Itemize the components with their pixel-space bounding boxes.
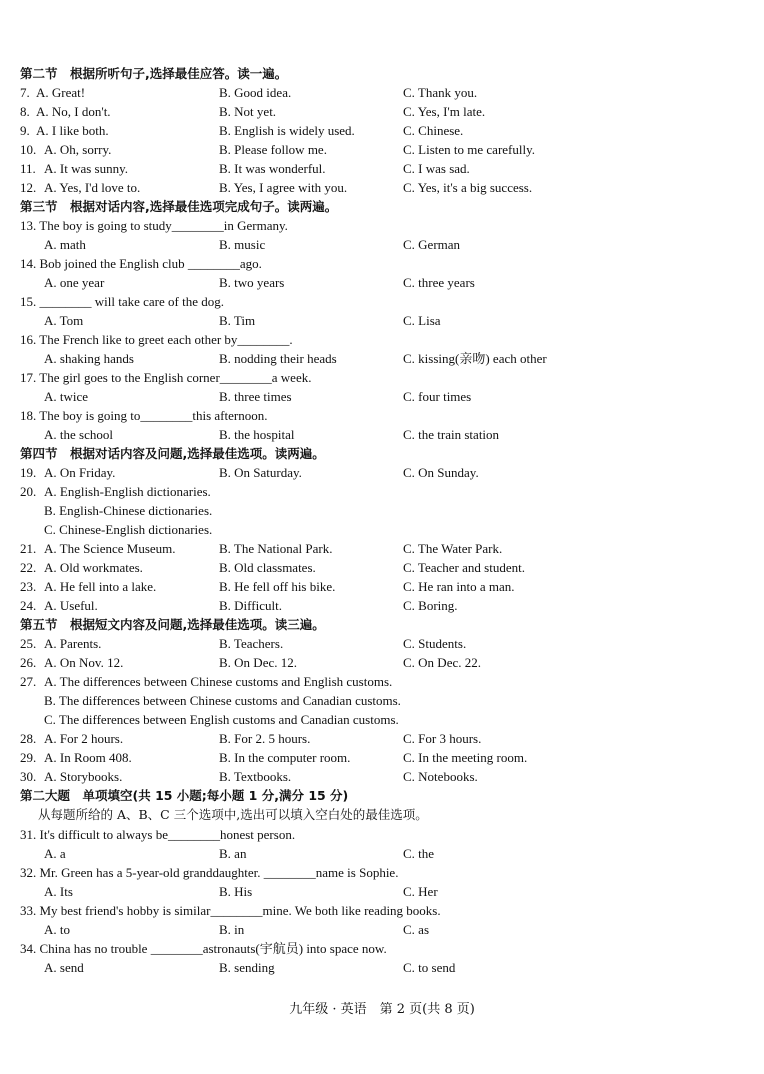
option-a: A. No, I don't.	[36, 104, 111, 119]
option-c: C. Listen to me carefully.	[403, 142, 536, 157]
question-row	[0, 577, 764, 596]
section-4-header-row	[0, 444, 764, 463]
instruction-text: 从每题所给的 A、B、C 三个选项中,选出可以填入空白处的最佳选项。	[38, 807, 428, 822]
question-number: 10.	[20, 142, 37, 157]
option-b: B. Yes, I agree with you.	[219, 180, 348, 195]
option-c: C. the	[403, 846, 435, 861]
option-b: B. in	[219, 922, 245, 937]
option-b: B. English is widely used.	[219, 123, 355, 138]
question-row	[0, 634, 764, 653]
option-b: B. Teachers.	[219, 636, 284, 651]
option-a: A. Old workmates.	[44, 560, 143, 575]
option-b: B. On Dec. 12.	[219, 655, 297, 670]
options-row	[0, 235, 764, 254]
option-b: B. In the computer room.	[219, 750, 351, 765]
part-header: 第二大题 单项填空(共 15 小题;每小题 1 分,满分 15 分)	[20, 788, 349, 803]
question-stem-row	[0, 216, 764, 235]
question-number: 19.	[20, 465, 37, 480]
section-header: 第五节 根据短文内容及问题,选择最佳选项。读三遍。	[20, 617, 325, 632]
option-c: C. Students.	[403, 636, 467, 651]
question-stem: 18. The boy is going to________this afternoon.	[20, 408, 268, 423]
option-a: A. For 2 hours.	[44, 731, 124, 746]
option-a: A. It was sunny.	[44, 161, 129, 176]
option-a: A. to	[44, 922, 70, 937]
option-c: C. Yes, I'm late.	[403, 104, 486, 119]
option-c: C. Boring.	[403, 598, 458, 613]
option-row	[0, 691, 764, 710]
option-b: B. nodding their heads	[219, 351, 337, 366]
options-row	[0, 920, 764, 939]
question-number: 21.	[20, 541, 37, 556]
question-number: 20.	[20, 484, 37, 499]
question-row	[0, 748, 764, 767]
question-stem-row	[0, 330, 764, 349]
option-b: B. two years	[219, 275, 285, 290]
option-c: C. Yes, it's a big success.	[403, 180, 533, 195]
options-row	[0, 882, 764, 901]
question-stem: 33. My best friend's hobby is similar________mine. We both like reading books.	[20, 903, 441, 918]
option-a: A. He fell into a lake.	[44, 579, 157, 594]
option-a: A. The Science Museum.	[44, 541, 176, 556]
option-b: B. three times	[219, 389, 292, 404]
part-2-header-row	[0, 786, 764, 805]
option-a: A. Its	[44, 884, 73, 899]
option-b: B. Tim	[219, 313, 256, 328]
page-footer: 九年级 · 英语 第 2 页(共 8 页)	[289, 1002, 475, 1017]
option-b: B. It was wonderful.	[219, 161, 326, 176]
option-c: C. three years	[403, 275, 475, 290]
option-b: B. Difficult.	[219, 598, 282, 613]
option-c: C. the train station	[403, 427, 500, 442]
option-a: A. Storybooks.	[44, 769, 123, 784]
option-c: C. Teacher and student.	[403, 560, 525, 575]
question-row	[0, 121, 764, 140]
section-header: 第三节 根据对话内容,选择最佳选项完成句子。读两遍。	[20, 199, 338, 214]
question-number: 28.	[20, 731, 37, 746]
question-stem: 14. Bob joined the English club ________ago.	[20, 256, 262, 271]
question-row	[0, 653, 764, 672]
question-number: 27.	[20, 674, 37, 689]
options-row	[0, 387, 764, 406]
option-c: C. The differences between English customs and Canadian customs.	[44, 712, 399, 727]
option-c: C. I was sad.	[403, 161, 470, 176]
options-row	[0, 958, 764, 977]
options-row	[0, 273, 764, 292]
question-stem: 31. It's difficult to always be________honest person.	[20, 827, 296, 842]
question-row	[0, 596, 764, 615]
option-b: B. Please follow me.	[219, 142, 327, 157]
question-row	[0, 539, 764, 558]
question-number: 24.	[20, 598, 37, 613]
question-number: 8.	[20, 104, 30, 119]
option-c: C. Lisa	[403, 313, 441, 328]
section-5-header-row	[0, 615, 764, 634]
question-row	[0, 672, 764, 691]
option-a: A. I like both.	[36, 123, 109, 138]
option-b: B. Not yet.	[219, 104, 277, 119]
question-stem: 17. The girl goes to the English corner________a week.	[20, 370, 312, 385]
question-number: 22.	[20, 560, 37, 575]
option-b: B. Good idea.	[219, 85, 292, 100]
option-a: A. Useful.	[44, 598, 98, 613]
option-a: A. one year	[44, 275, 105, 290]
question-number: 9.	[20, 123, 30, 138]
option-b: B. Textbooks.	[219, 769, 292, 784]
question-stem-row	[0, 254, 764, 273]
option-c: C. The Water Park.	[403, 541, 503, 556]
option-c: C. For 3 hours.	[403, 731, 482, 746]
option-c: C. four times	[403, 389, 472, 404]
question-number: 23.	[20, 579, 37, 594]
option-b: B. an	[219, 846, 247, 861]
question-stem-row	[0, 939, 764, 958]
question-number: 26.	[20, 655, 37, 670]
option-row	[0, 501, 764, 520]
instruction-row	[0, 805, 764, 824]
option-a: A. Parents.	[44, 636, 102, 651]
option-c: C. On Dec. 22.	[403, 655, 481, 670]
option-c: C. Chinese.	[403, 123, 464, 138]
option-a: A. Oh, sorry.	[44, 142, 112, 157]
option-b: B. the hospital	[219, 427, 295, 442]
option-b: B. The differences between Chinese customs and Canadian customs.	[44, 693, 401, 708]
question-stem: 15. ________ will take care of the dog.	[20, 294, 224, 309]
option-c: C. to send	[403, 960, 456, 975]
option-c: C. kissing(亲吻) each other	[403, 351, 547, 366]
option-b: B. For 2. 5 hours.	[219, 731, 311, 746]
option-c: C. On Sunday.	[403, 465, 479, 480]
option-a: A. math	[44, 237, 86, 252]
option-row	[0, 710, 764, 729]
option-c: C. Her	[403, 884, 438, 899]
question-number: 30.	[20, 769, 37, 784]
options-row	[0, 349, 764, 368]
question-row	[0, 159, 764, 178]
option-a: A. send	[44, 960, 84, 975]
option-a: A. On Nov. 12.	[44, 655, 124, 670]
option-b: B. His	[219, 884, 253, 899]
question-row	[0, 140, 764, 159]
option-a: A. Great!	[36, 85, 86, 100]
section-header: 第四节 根据对话内容及问题,选择最佳选项。读两遍。	[20, 446, 325, 461]
option-b: B. music	[219, 237, 266, 252]
question-stem: 16. The French like to greet each other by________.	[20, 332, 293, 347]
question-number: 25.	[20, 636, 37, 651]
option-a: A. English-English dictionaries.	[44, 484, 211, 499]
question-stem: 34. China has no trouble ________astronauts(宇航员) into space now.	[20, 941, 387, 956]
section-header: 第二节 根据所听句子,选择最佳应答。读一遍。	[20, 66, 288, 81]
question-stem: 32. Mr. Green has a 5-year-old granddaughter. ________name is Sophie.	[20, 865, 399, 880]
question-number: 12.	[20, 180, 37, 195]
option-a: A. In Room 408.	[44, 750, 132, 765]
option-b: B. He fell off his bike.	[219, 579, 336, 594]
question-row	[0, 482, 764, 501]
section-3-header-row	[0, 197, 764, 216]
question-row	[0, 178, 764, 197]
option-c: C. Chinese-English dictionaries.	[44, 522, 213, 537]
question-row	[0, 463, 764, 482]
option-c: C. He ran into a man.	[403, 579, 515, 594]
question-row	[0, 102, 764, 121]
option-b: B. sending	[219, 960, 275, 975]
option-a: A. twice	[44, 389, 89, 404]
option-c: C. as	[403, 922, 429, 937]
option-b: B. Old classmates.	[219, 560, 316, 575]
option-c: C. Thank you.	[403, 85, 478, 100]
option-a: A. the school	[44, 427, 113, 442]
question-number: 29.	[20, 750, 37, 765]
question-row	[0, 767, 764, 786]
question-stem-row	[0, 368, 764, 387]
question-stem-row	[0, 863, 764, 882]
option-b: B. The National Park.	[219, 541, 333, 556]
option-row	[0, 520, 764, 539]
option-a: A. a	[44, 846, 66, 861]
option-b: B. English-Chinese dictionaries.	[44, 503, 213, 518]
option-c: C. German	[403, 237, 461, 252]
option-c: C. Notebooks.	[403, 769, 478, 784]
question-number: 11.	[20, 161, 36, 176]
question-stem-row	[0, 292, 764, 311]
question-stem-row	[0, 406, 764, 425]
options-row	[0, 425, 764, 444]
question-stem: 13. The boy is going to study________in Germany.	[20, 218, 288, 233]
option-a: A. Tom	[44, 313, 84, 328]
question-stem-row	[0, 901, 764, 920]
option-a: A. Yes, I'd love to.	[44, 180, 141, 195]
option-a: A. The differences between Chinese customs and English customs.	[44, 674, 393, 689]
question-stem-row	[0, 825, 764, 844]
option-b: B. On Saturday.	[219, 465, 302, 480]
question-row	[0, 558, 764, 577]
section-2-header-row	[0, 64, 764, 83]
option-a: A. shaking hands	[44, 351, 134, 366]
option-a: A. On Friday.	[44, 465, 116, 480]
question-row	[0, 83, 764, 102]
options-row	[0, 844, 764, 863]
question-number: 7.	[20, 85, 30, 100]
option-c: C. In the meeting room.	[403, 750, 528, 765]
question-row	[0, 729, 764, 748]
options-row	[0, 311, 764, 330]
